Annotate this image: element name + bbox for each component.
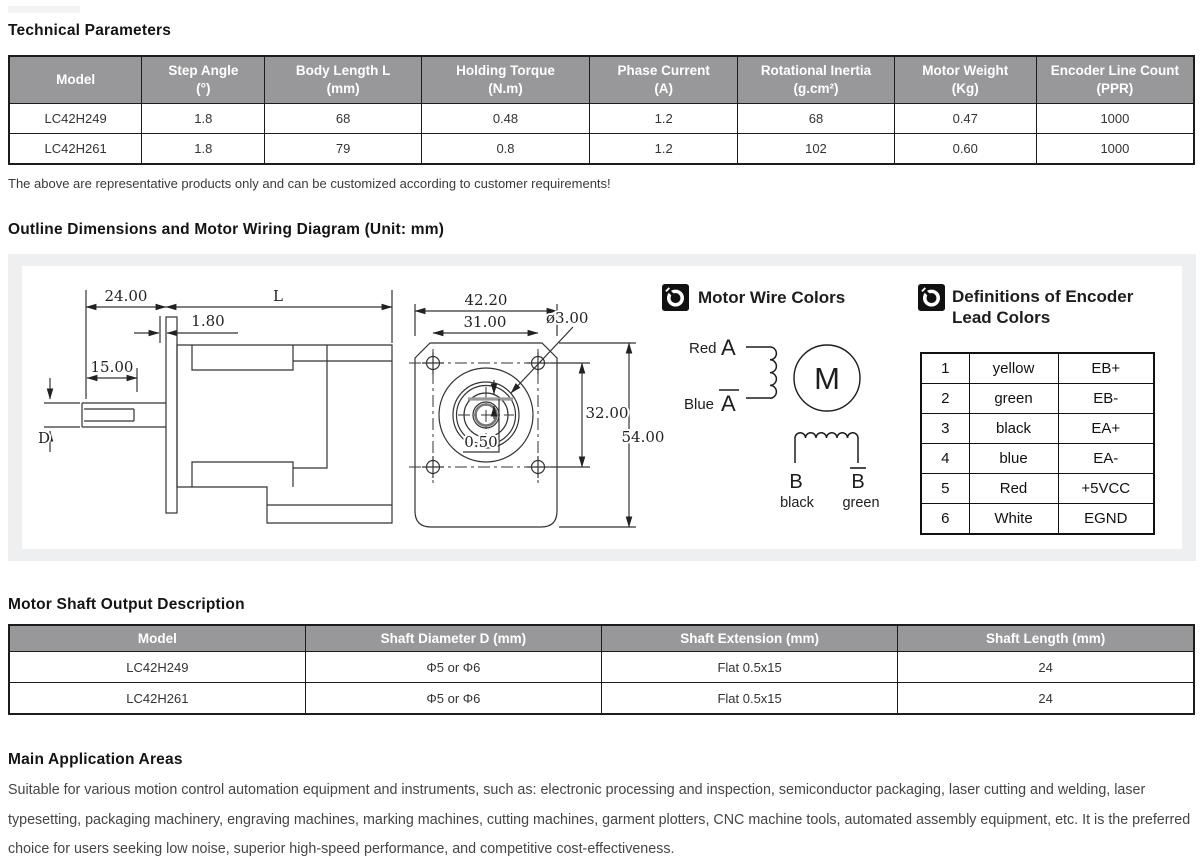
table-row: LC42H249 1.8 68 0.48 1.2 68 0.47 1000 [9,104,1194,134]
tech-params-table [8,55,1195,165]
shaft-output-heading: Motor Shaft Output Description [8,596,245,613]
phase-b-bar-label: B [851,471,865,493]
dim-body-length-label: L [273,287,283,305]
table-row: 4 blue EA- [921,444,1154,474]
cell-model: LC42H249 [9,104,142,134]
col-model: Model [9,625,305,652]
shaft-header-row [9,625,1194,652]
phase-a-color-label: Red [689,340,717,357]
cell-model: LC42H261 [9,134,142,165]
col-step-angle: Step Angle (°) [142,56,265,104]
encoder-title-line2: Lead Colors [952,308,1051,327]
table-row: LC42H261 Φ5 or Φ6 Flat 0.5x15 24 [9,683,1194,715]
outline-heading: Outline Dimensions and Motor Wiring Diagram (Unit: mm) [8,221,445,238]
tech-params-heading: Technical Parameters [8,22,172,39]
rotation-icon [662,284,689,311]
applications-heading: Main Application Areas [8,751,183,768]
table-row: 1 yellow EB+ [921,353,1154,384]
dim-width-label: 42.20 [464,291,508,309]
phase-a-label: A [721,335,736,360]
col-motor-weight: Motor Weight (Kg) [894,56,1036,104]
table-row: 3 black EA+ [921,414,1154,444]
phase-b-bar-color-label: green [842,495,880,511]
phase-b-coil [795,433,858,438]
dim-hole-diameter-label: ø3.00 [546,309,589,327]
wiring-diagram [719,345,866,468]
col-encoder-count: Encoder Line Count (PPR) [1036,56,1194,104]
dim-shaft-flat-label: 15.00 [90,358,134,376]
outline-diagram-panel [8,254,1196,561]
phase-b-color-label: black [780,495,814,511]
col-body-length: Body Length L (mm) [265,56,421,104]
table-row: 5 Red +5VCC [921,474,1154,504]
dim-height-label: 54.00 [621,428,665,446]
dim-flange-thickness-label: 1.80 [191,312,225,330]
col-shaft-length: Shaft Length (mm) [898,625,1194,652]
diagram-canvas [22,266,1182,549]
applications-body: Suitable for various motion control automation equipment and instruments, such as: electronic processing and inspection, semiconductor packaging, laser cutting and welding, laser typesetting, packaging machinery, engraving machines, marking machines, cutting machines, garment plotters, CNC machine tools, automated assembly equipment, etc. It is the preferred choice for users seeking low noise, superior high-speed performance, and competitive cost-effectiveness. [8,782,1191,857]
col-phase-current: Phase Current (A) [590,56,738,104]
col-shaft-extension: Shaft Extension (mm) [602,625,898,652]
shaft-output-table [8,624,1195,715]
col-shaft-diameter: Shaft Diameter D (mm) [305,625,601,652]
dim-hole-vspacing-label: 32.00 [585,404,629,422]
encoder-lead-table [920,352,1155,535]
phase-a-bar-label: A [721,391,736,416]
phase-a-bar-color-label: Blue [684,396,715,413]
motor-label: M [814,361,840,396]
col-holding-torque: Holding Torque (N.m) [421,56,589,104]
encoder-colors-title [952,286,1133,328]
encoder-title-line1: Definitions of Encoder [952,287,1134,306]
table-row: 6 White EGND [921,504,1154,535]
dim-shaft-front-label: 24.00 [104,287,148,305]
table-row: LC42H249 Φ5 or Φ6 Flat 0.5x15 24 [9,652,1194,683]
col-rotational-inertia: Rotational Inertia (g.cm²) [738,56,894,104]
dim-shaft-diameter-label: D [38,429,51,447]
phase-b-label: B [789,471,803,493]
customization-note: The above are representative products only and can be customized according to customer requirements! [8,176,611,191]
table-row: LC42H261 1.8 79 0.8 1.2 102 0.60 1000 [9,134,1194,165]
dim-hole-spacing-label: 31.00 [463,313,507,331]
phase-a-coil [770,347,776,398]
rotation-icon [918,284,945,311]
table-row: 2 green EB- [921,384,1154,414]
page-top-fragment [8,6,80,13]
tech-header-row [9,56,1194,104]
dim-flat-depth-label: 0.50 [464,433,498,451]
wire-colors-title: Motor Wire Colors [698,288,846,307]
col-model: Model [9,56,142,104]
